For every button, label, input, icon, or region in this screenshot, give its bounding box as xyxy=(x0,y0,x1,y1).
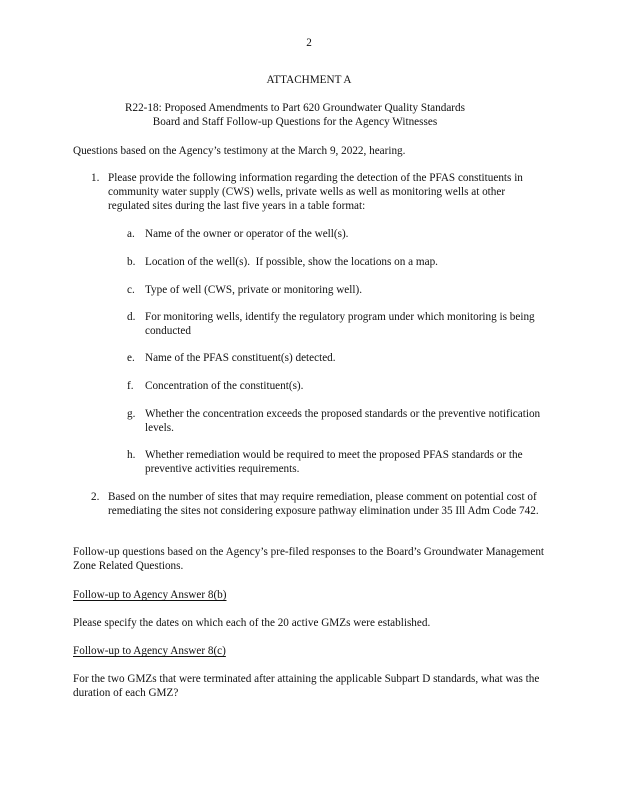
intro-paragraph: Questions based on the Agency’s testimony at the March 9, 2022, hearing. xyxy=(73,145,406,157)
followup-8c-heading: Follow-up to Agency Answer 8(c) xyxy=(73,645,226,657)
sub-item-letter: c. xyxy=(127,284,135,296)
sub-item-text: Whether remediation would be required to meet the proposed PFAS standards or the preventive activities requirements. xyxy=(145,449,523,475)
sub-item-text: Location of the well(s). If possible, show the locations on a map. xyxy=(145,256,438,268)
header-line-1: R22-18: Proposed Amendments to Part 620 Groundwater Quality Standards xyxy=(125,102,465,114)
sub-item-letter: g. xyxy=(127,408,136,420)
sub-item-text: Type of well (CWS, private or monitoring well). xyxy=(145,284,363,296)
sub-item-letter: b. xyxy=(127,256,136,268)
attachment-title: ATTACHMENT A xyxy=(266,74,352,86)
page-number: 2 xyxy=(306,37,312,49)
followup-intro: Follow-up questions based on the Agency’s pre-filed responses to the Board’s Groundwater Management Zone Related Questions. xyxy=(73,546,545,572)
sub-item-text: Name of the owner or operator of the well(s). xyxy=(145,228,349,240)
question-text: Please provide the following information regarding the detection of the PFAS constituents in community water supply (CWS) wells, private wells as well as monitoring wells at other regulated sites during the last five years in a table format: xyxy=(108,172,523,212)
followup-8b-text: Please specify the dates on which each of the 20 active GMZs were established. xyxy=(73,617,431,629)
sub-item-letter: f. xyxy=(127,380,134,392)
followup-8c-text: For the two GMZs that were terminated after attaining the applicable Subpart D standards, what was the duration of each GMZ? xyxy=(73,673,540,699)
followup-8b-heading: Follow-up to Agency Answer 8(b) xyxy=(73,589,227,601)
sub-item-text: Name of the PFAS constituent(s) detected. xyxy=(145,352,336,364)
sub-item-letter: h. xyxy=(127,449,136,461)
sub-item-letter: a. xyxy=(127,228,135,240)
sub-item-letter: e. xyxy=(127,352,135,364)
sub-item-text: Whether the concentration exceeds the proposed standards or the preventive notification levels. xyxy=(145,408,541,434)
question-number: 2. xyxy=(91,491,100,503)
sub-item-letter: d. xyxy=(127,311,136,323)
header-line-2: Board and Staff Follow-up Questions for the Agency Witnesses xyxy=(152,116,438,128)
sub-item-text: Concentration of the constituent(s). xyxy=(145,380,304,392)
sub-item-text: For monitoring wells, identify the regulatory program under which monitoring is being conducted xyxy=(145,311,535,337)
question-number: 1. xyxy=(91,172,100,184)
question-text: Based on the number of sites that may require remediation, please comment on potential cost of remediating the sites not considering exposure pathway elimination under 35 Ill Adm Code 742. xyxy=(108,491,539,517)
